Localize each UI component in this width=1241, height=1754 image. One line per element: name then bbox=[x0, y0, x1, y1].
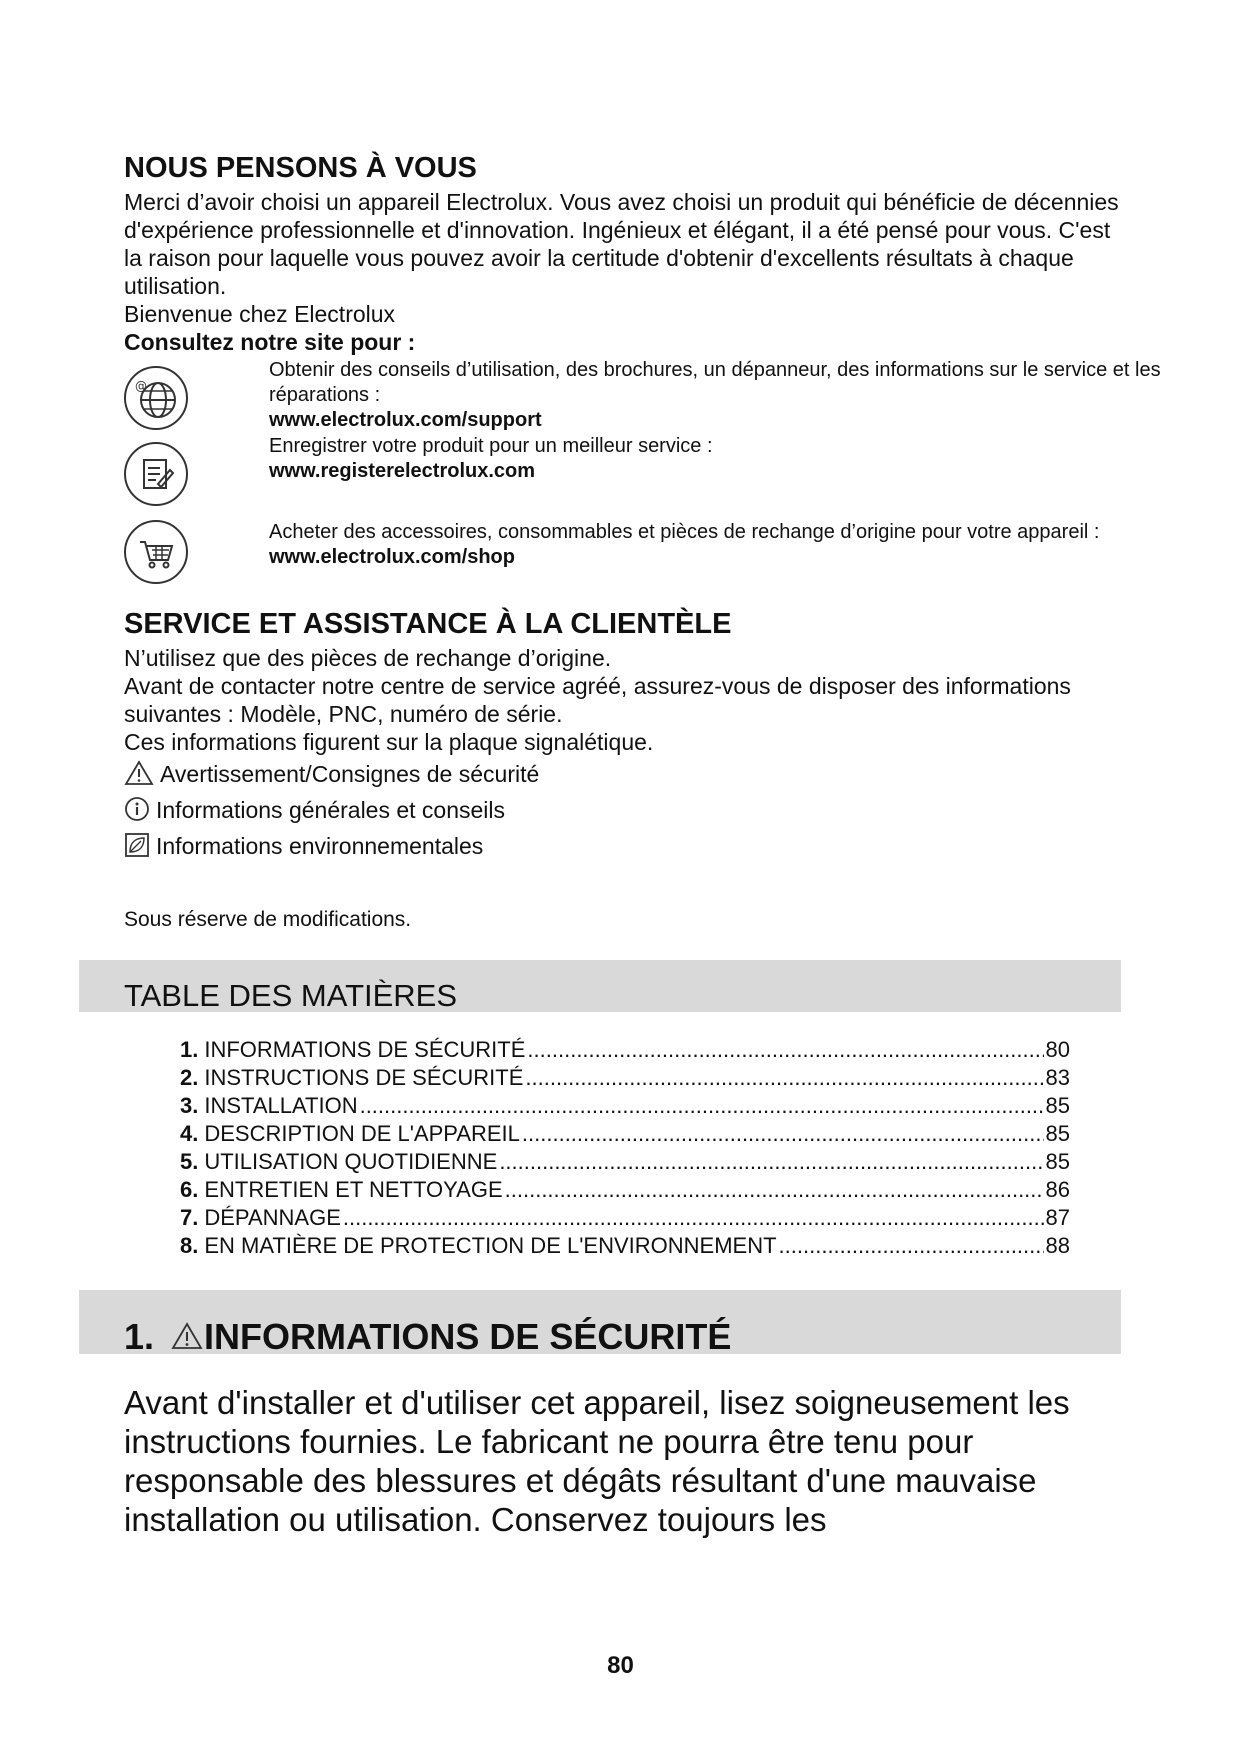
symbol-legend bbox=[124, 760, 1024, 870]
toc-item-label: DESCRIPTION DE L'APPAREIL bbox=[204, 1121, 520, 1146]
link-text-register: Enregistrer votre produit pour un meilleur service : bbox=[269, 435, 713, 457]
toc-item-number: 3. bbox=[180, 1093, 199, 1118]
consult-line: Consultez notre site pour : bbox=[124, 329, 416, 355]
legend-item-environment bbox=[124, 832, 483, 860]
toc-item-number: 6. bbox=[180, 1177, 199, 1202]
toc-item-label: EN MATIÈRE DE PROTECTION DE L'ENVIRONNEMENT bbox=[204, 1233, 777, 1258]
toc-item-label: DÉPANNAGE bbox=[204, 1205, 341, 1230]
toc-item-number: 8. bbox=[180, 1233, 199, 1258]
toc-item[interactable] bbox=[180, 1176, 1070, 1204]
link-row-support bbox=[124, 359, 1161, 431]
toc-item-number: 4. bbox=[180, 1121, 199, 1146]
toc-item[interactable] bbox=[180, 1120, 1070, 1148]
toc-leader-dots bbox=[360, 1092, 1044, 1120]
toc-item-page: 85 bbox=[1045, 1121, 1070, 1146]
section-title-safety bbox=[124, 1316, 731, 1358]
toc-title: TABLE DES MATIÈRES bbox=[124, 978, 458, 1013]
toc-item-page: 80 bbox=[1045, 1037, 1070, 1062]
toc-item-number: 5. bbox=[180, 1149, 199, 1174]
toc-item[interactable] bbox=[180, 1204, 1070, 1232]
toc-item-number: 1. bbox=[180, 1037, 199, 1062]
svg-text:@: @ bbox=[135, 379, 147, 393]
warning-icon bbox=[124, 760, 154, 786]
toc-item-page: 87 bbox=[1045, 1205, 1070, 1230]
toc-item-page: 85 bbox=[1045, 1093, 1070, 1118]
page-number: 80 bbox=[607, 1652, 634, 1679]
link-url-shop[interactable]: www.electrolux.com/shop bbox=[269, 546, 515, 568]
section-title-service: SERVICE ET ASSISTANCE À LA CLIENTÈLE bbox=[124, 608, 732, 640]
link-text-shop: Acheter des accessoires, consommables et pièces de rechange d’origine pour votre appareil : bbox=[269, 521, 1100, 543]
toc-item-page: 86 bbox=[1045, 1177, 1070, 1202]
safety-paragraph: Avant d'installer et d'utiliser cet appareil, lisez soigneusement les instructions fournies. Le fabricant ne pourra être tenu pour responsable des blessures et dégâts résultant d'une mauvaise installation ou utilisation. Conservez toujours les bbox=[124, 1384, 1070, 1538]
section-number: 1. bbox=[124, 1316, 155, 1357]
legend-label-warning: Avertissement/Consignes de sécurité bbox=[160, 761, 540, 787]
leaf-icon bbox=[124, 832, 150, 858]
legend-label-info: Informations générales et conseils bbox=[156, 797, 506, 823]
toc-item-number: 7. bbox=[180, 1205, 199, 1230]
legend-item-info bbox=[124, 796, 505, 824]
welcome-line: Bienvenue chez Electrolux bbox=[124, 301, 396, 327]
toc-item-page: 85 bbox=[1045, 1149, 1070, 1174]
legend-label-environment: Informations environnementales bbox=[156, 833, 484, 859]
cart-icon bbox=[124, 520, 188, 584]
toc-item-page: 83 bbox=[1045, 1065, 1070, 1090]
toc-leader-dots bbox=[525, 1064, 1043, 1092]
toc-item[interactable] bbox=[180, 1232, 1070, 1260]
toc-leader-dots bbox=[522, 1120, 1044, 1148]
link-url-register[interactable]: www.registerelectrolux.com bbox=[269, 460, 536, 482]
info-icon bbox=[124, 796, 150, 822]
toc-item[interactable] bbox=[180, 1036, 1070, 1064]
globe-icon bbox=[124, 366, 188, 430]
toc-item-label: INSTALLATION bbox=[204, 1093, 358, 1118]
toc-item[interactable] bbox=[180, 1148, 1070, 1176]
link-row-register bbox=[124, 435, 1124, 502]
modifications-note: Sous réserve de modifications. bbox=[124, 908, 412, 931]
intro-paragraph: Merci d’avoir choisi un appareil Electrolux. Vous avez choisi un produit qui bénéficie de décennies d'expérience professionnelle et d'innovation. Ingénieux et élégant, il a été pensé pour vous. C'est la raison pour laquelle vous pouvez avoir la certitude d'obtenir d'excellents résultats à chaque utilisation. bbox=[124, 189, 1119, 299]
toc-leader-dots bbox=[505, 1176, 1044, 1204]
toc-leader-dots bbox=[499, 1148, 1043, 1176]
warning-icon bbox=[170, 1321, 204, 1351]
service-line-2: Avant de contacter notre centre de service agréé, assurez-vous de disposer des informations suivantes : Modèle, PNC, numéro de série. bbox=[124, 673, 1071, 727]
toc-item-label: INFORMATIONS DE SÉCURITÉ bbox=[204, 1037, 526, 1062]
link-row-shop bbox=[124, 520, 1124, 580]
toc-item[interactable] bbox=[180, 1064, 1070, 1092]
intro-text bbox=[124, 188, 1124, 356]
link-url-support[interactable]: www.electrolux.com/support bbox=[269, 409, 542, 431]
toc-leader-dots bbox=[779, 1232, 1044, 1260]
toc-item-number: 2. bbox=[180, 1065, 199, 1090]
toc-item-label: ENTRETIEN ET NETTOYAGE bbox=[204, 1177, 503, 1202]
service-line-3: Ces informations figurent sur la plaque signalétique. bbox=[124, 729, 654, 755]
legend-item-warning bbox=[124, 760, 539, 788]
toc-leader-dots bbox=[343, 1204, 1044, 1232]
toc-leader-dots bbox=[527, 1036, 1043, 1064]
service-line-1: N’utilisez que des pièces de rechange d’origine. bbox=[124, 645, 612, 671]
toc-item-page: 88 bbox=[1045, 1233, 1070, 1258]
section-title-thinking: NOUS PENSONS À VOUS bbox=[124, 152, 477, 184]
link-text-support: Obtenir des conseils d’utilisation, des brochures, un dépanneur, des informations sur le service et les réparations : bbox=[269, 359, 1161, 406]
service-text bbox=[124, 644, 1124, 756]
section-title-safety-text: INFORMATIONS DE SÉCURITÉ bbox=[204, 1316, 732, 1357]
table-of-contents bbox=[180, 1036, 1070, 1260]
toc-item-label: UTILISATION QUOTIDIENNE bbox=[204, 1149, 498, 1174]
toc-item[interactable] bbox=[180, 1092, 1070, 1120]
toc-item-label: INSTRUCTIONS DE SÉCURITÉ bbox=[204, 1065, 524, 1090]
register-icon bbox=[124, 442, 188, 506]
